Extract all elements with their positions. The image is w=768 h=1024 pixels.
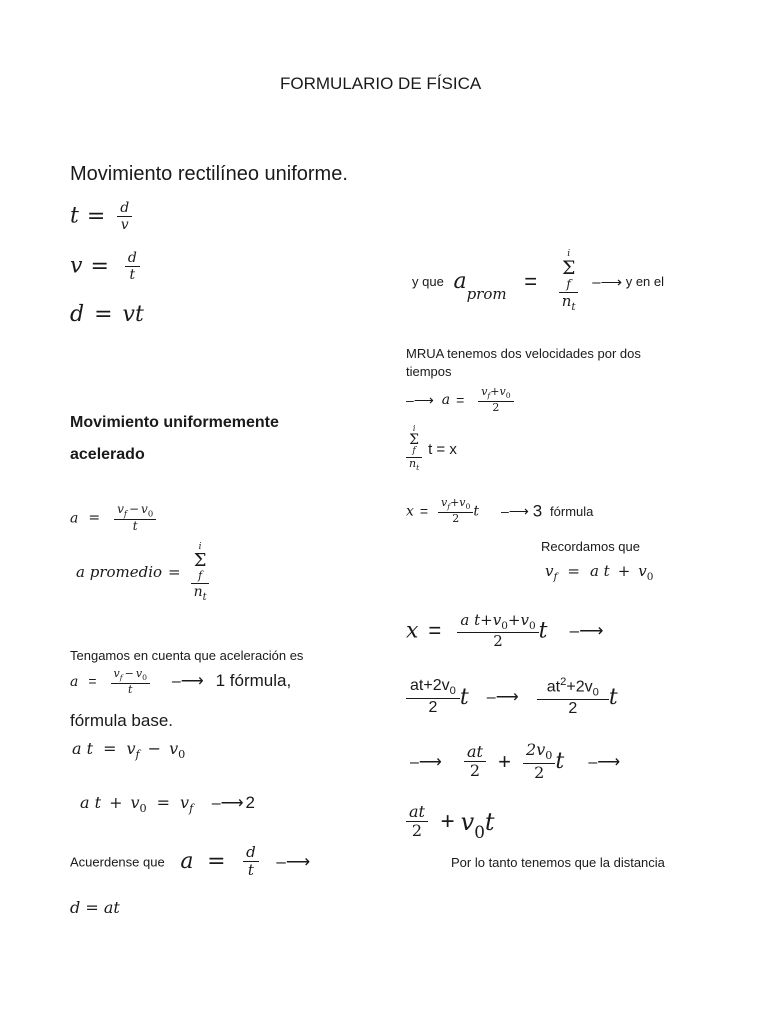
formula-a-vf-v0-over-t: a = $\frac{v_f - v_0}{t}$	[70, 503, 160, 534]
mrua-text: MRUA tenemos dos velocidades por dos tiempos	[406, 346, 641, 379]
formula-vf-at-v0: $v_f = a$ $t + v_0$	[545, 562, 654, 583]
formula-step-3: –⟶ $\frac{at}{2}$ + $\frac{2v_0}{2}$ t –⟶	[410, 740, 621, 783]
formula-d-at: d = at	[70, 898, 120, 917]
formula-t-d-over-v: t = $\frac{d}{v}$	[70, 200, 136, 233]
formula-2: a $t + v_0 = v_f$ –⟶ 2	[80, 793, 256, 816]
formula-v-d-over-t: v = $\frac{d}{t}$	[70, 250, 144, 283]
formula-3: x = $\frac{v_f+v_0}{2}$ t –⟶ 3 fórmula	[406, 496, 594, 526]
formula-d-vt: d = vt	[70, 302, 144, 327]
note-text: Tengamos en cuenta que aceleración es	[70, 648, 304, 663]
conclusion-text: Por lo tanto tenemos que la distancia	[451, 855, 665, 870]
formula-a-avg: –⟶ a = $\frac{v_f+v_0}{2}$	[406, 386, 518, 415]
mua-heading: Movimiento uniformemente acelerado	[70, 414, 279, 463]
formula-distance: $\frac{at}{2}$ + $v_0t$	[406, 803, 495, 842]
formula-at-vf-minus-v0: a $t = v_f - v_0$	[72, 739, 186, 762]
formula-acuerdense: Acuerdense que a = $\frac{d}{t}$ –⟶	[70, 843, 311, 880]
formula-step-2: $\frac{at+2v_0}{2}$ t –⟶ $\frac{at^2+2v_0}{2}$ t	[406, 676, 618, 719]
recordamos-text: Recordamos que	[541, 539, 640, 554]
page-title: FORMULARIO DE FÍSICA	[280, 74, 482, 93]
formula-a-promedio: a promedio = i Σ f $n_t$	[76, 543, 214, 603]
formula-base-label: fórmula base.	[70, 711, 173, 730]
mru-heading: Movimiento rectilíneo uniforme.	[70, 163, 348, 185]
formula-1: a = $\frac{v_f - v_0}{t}$ –⟶ 1 fórmula,	[70, 667, 292, 697]
formula-a-prom: y que aprom = i Σ f $n_t$ –⟶ y en el	[412, 249, 665, 313]
formula-x-expanded: x = $\frac{a t+v_0+v_0}{2}$ t –⟶	[406, 611, 604, 651]
formula-sum-t-x: i Σ f $n_t$ t = x	[406, 425, 457, 473]
